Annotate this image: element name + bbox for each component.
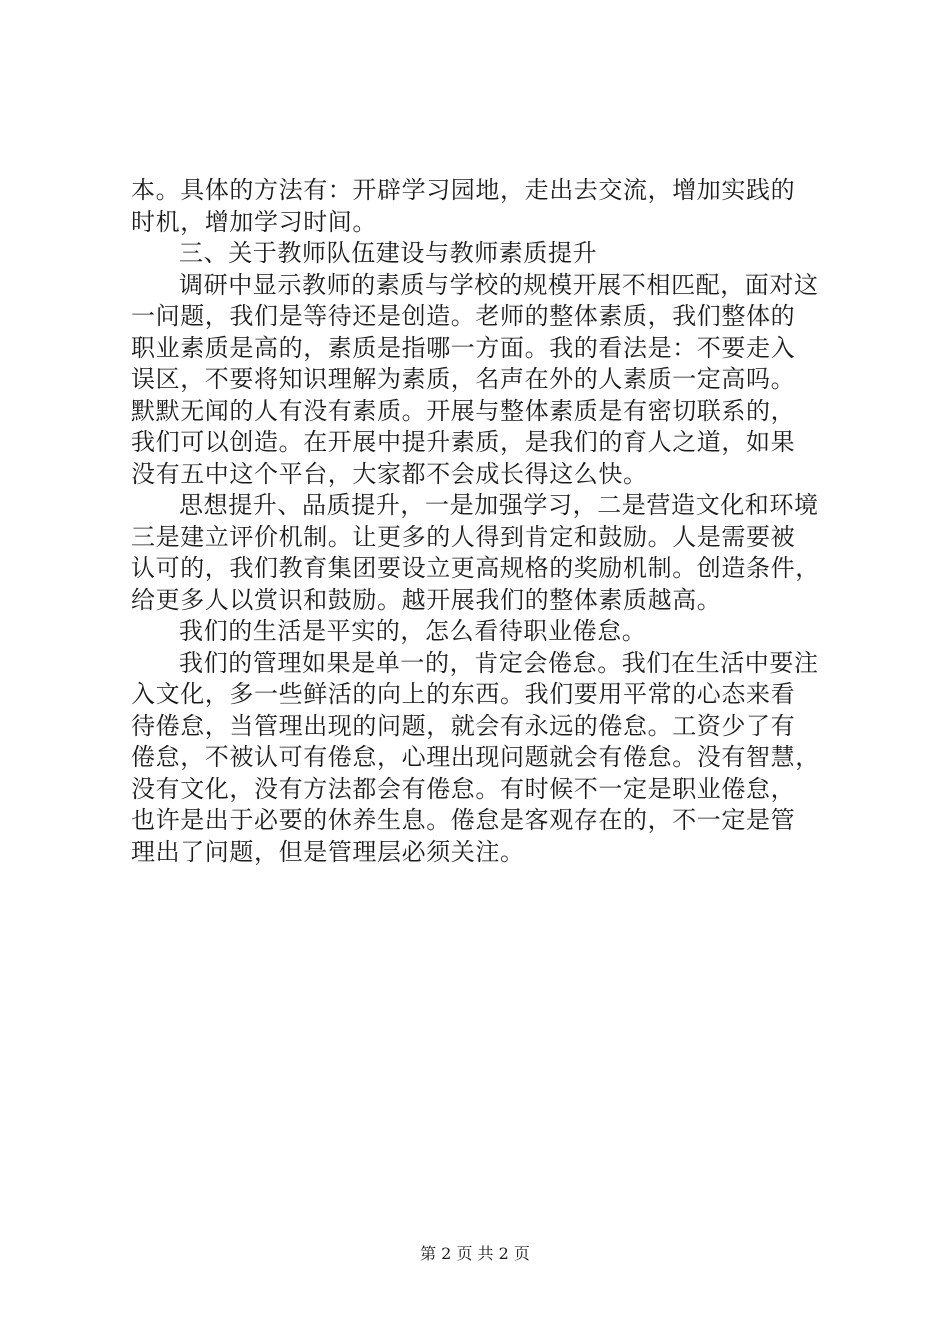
text-line: 给更多人以赏识和鼓励。越开展我们的整体素质越高。 xyxy=(131,585,722,614)
text-line: 我们的管理如果是单一的，肯定会倦怠。我们在生活中要注 xyxy=(179,648,819,677)
text-line: 入文化，多一些鲜活的向上的东西。我们要用平常的心态来看 xyxy=(131,680,796,708)
section-heading: 三、关于教师队伍建设与教师素质提升 xyxy=(179,239,598,267)
text-line: 待倦怠，当管理出现的问题，就会有永远的倦怠。工资少了有 xyxy=(131,711,796,740)
text-line: 没有五中这个平台，大家都不会成长得这么快。 xyxy=(131,459,648,488)
text-line: 本。具体的方法有：开辟学习园地，走出去交流，增加实践的 xyxy=(131,176,796,204)
text-line: 默默无闻的人有没有素质。开展与整体素质是有密切联系的， xyxy=(131,396,796,425)
text-line: 我们的生活是平实的，怎么看待职业倦怠。 xyxy=(179,617,647,645)
text-line: 没有文化，没有方法都会有倦怠。有时候不一定是职业倦怠， xyxy=(131,774,796,803)
text-line: 也许是出于必要的休养生息。倦怠是客观存在的，不一定是管 xyxy=(131,806,796,834)
text-line: 时机，增加学习时间。 xyxy=(131,207,377,236)
text-line: 误区，不要将知识理解为素质，名声在外的人素质一定高吗。 xyxy=(131,365,796,393)
text-line: 一问题，我们是等待还是创造。老师的整体素质，我们整体的 xyxy=(131,302,796,330)
page-number-footer: 第 2 页 共 2 页 xyxy=(420,1244,530,1263)
text-line: 理出了问题，但是管理层必须关注。 xyxy=(131,837,525,866)
text-line: 职业素质是高的，素质是指哪一方面。我的看法是：不要走入 xyxy=(131,333,796,362)
text-line: 认可的，我们教育集团要设立更高规格的奖励机制。创造条件， xyxy=(131,554,820,582)
text-line: 我们可以创造。在开展中提升素质，是我们的育人之道，如果 xyxy=(131,428,796,456)
text-line: 思想提升、品质提升，一是加强学习，二是营造文化和环境 xyxy=(179,491,819,519)
text-line: 调研中显示教师的素质与学校的规模开展不相匹配，面对这 xyxy=(179,270,819,299)
text-line: 倦怠，不被认可有倦怠，心理出现问题就会有倦怠。没有智慧， xyxy=(131,743,820,771)
text-line: 三是建立评价机制。让更多的人得到肯定和鼓励。人是需要被 xyxy=(131,522,796,551)
document-body xyxy=(131,175,831,868)
